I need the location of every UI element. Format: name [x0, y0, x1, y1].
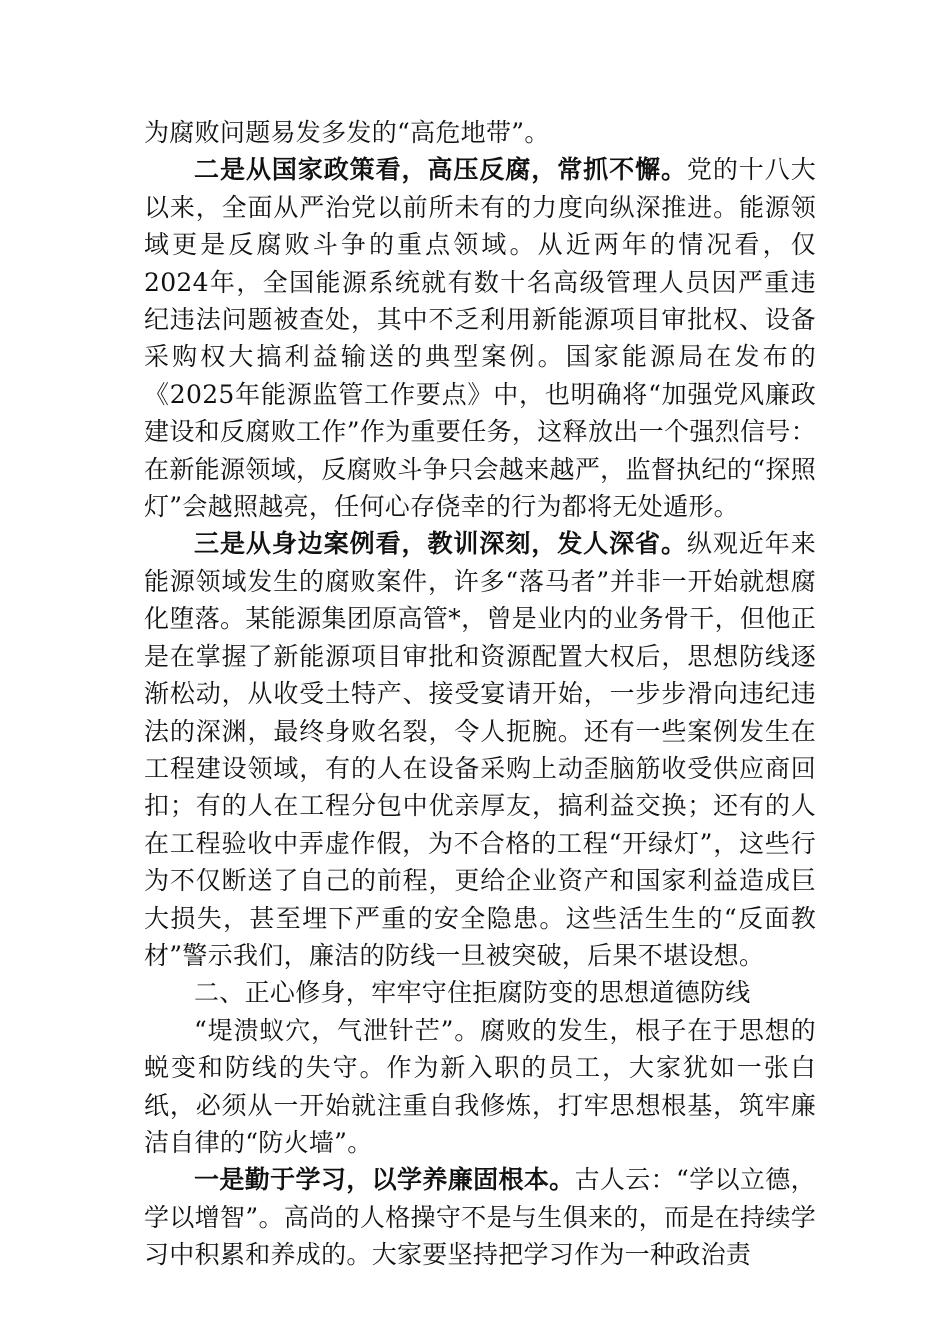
section-heading-text: 二、正心修身，牢牢守住拒腐防变的思想道德防线 [194, 978, 751, 1008]
paragraph-text: “堤溃蚁穴，气泄针芒”。腐败的发生，根子在于思想的蜕变和防线的失守。作为新入职的员工，大家犹如一张白纸，必须从一开始就注重自我修炼，打牢思想根基，筑牢廉洁自律的“防火墙”。 [144, 1015, 816, 1157]
paragraph-lead: 三是从身边案例看，教训深刻，发人深省。 [194, 529, 687, 559]
paragraph-policy [144, 151, 816, 525]
paragraph-continuation [144, 114, 816, 151]
paragraph-lead: 一是勤于学习，以学养廉固根本。 [194, 1165, 575, 1195]
paragraph-cases [144, 525, 816, 974]
paragraph-text: 为腐败问题易发多发的“高危地带”。 [144, 118, 550, 147]
section-heading [144, 974, 816, 1011]
paragraph-study [144, 1161, 816, 1273]
paragraph-text: 纵观近年来能源领域发生的腐败案件，许多“落马者”并非一开始就想腐化堕落。某能源集团原高管*，曾是业内的业务骨干，但他正是在掌握了新能源项目审批和资源配置大权后，思想防线逐渐松动，从收受土特产、接受宴请开始，一步步滑向违纪违法的深渊，最终身败名裂，令人扼腕。还有一些案例发生在工程建设领域，有的人在设备采购上动歪脑筋收受供应商回扣；有的人在工程分包中优亲厚友，搞利益交换；还有的人在工程验收中弄虚作假，为不合格的工程“开绿灯”，这些行为不仅断送了自己的前程，更给企业资产和国家利益造成巨大损失，甚至埋下严重的安全隐患。这些活生生的“反面教材”警示我们，廉洁的防线一旦被突破，后果不堪设想。 [144, 529, 816, 970]
paragraph-lead: 二是从国家政策看，高压反腐，常抓不懈。 [194, 155, 687, 185]
paragraph-text: 古人云：“学以立德，学以增智”。高尚的人格操守不是与生俱来的，而是在持续学习中积累和养成的。大家要坚持把学习作为一种政治责 [144, 1165, 816, 1270]
document-page [144, 114, 816, 1274]
paragraph-text: 党的十八大以来，全面从严治党以前所未有的力度向纵深推进。能源领域更是反腐败斗争的重点领域。从近两年的情况看，仅2024年，全国能源系统就有数十名高级管理人员因严重违纪违法问题被查处，其中不乏利用新能源项目审批权、设备采购权大搞利益输送的典型案例。国家能源局在发布的《2025年能源监管工作要点》中，也明确将“加强党风廉政建设和反腐败工作”作为重要任务，这释放出一个强烈信号：在新能源领域，反腐败斗争只会越来越严，监督执纪的“探照灯”会越照越亮，任何心存侥幸的行为都将无处遁形。 [144, 155, 816, 522]
paragraph-intro [144, 1012, 816, 1162]
